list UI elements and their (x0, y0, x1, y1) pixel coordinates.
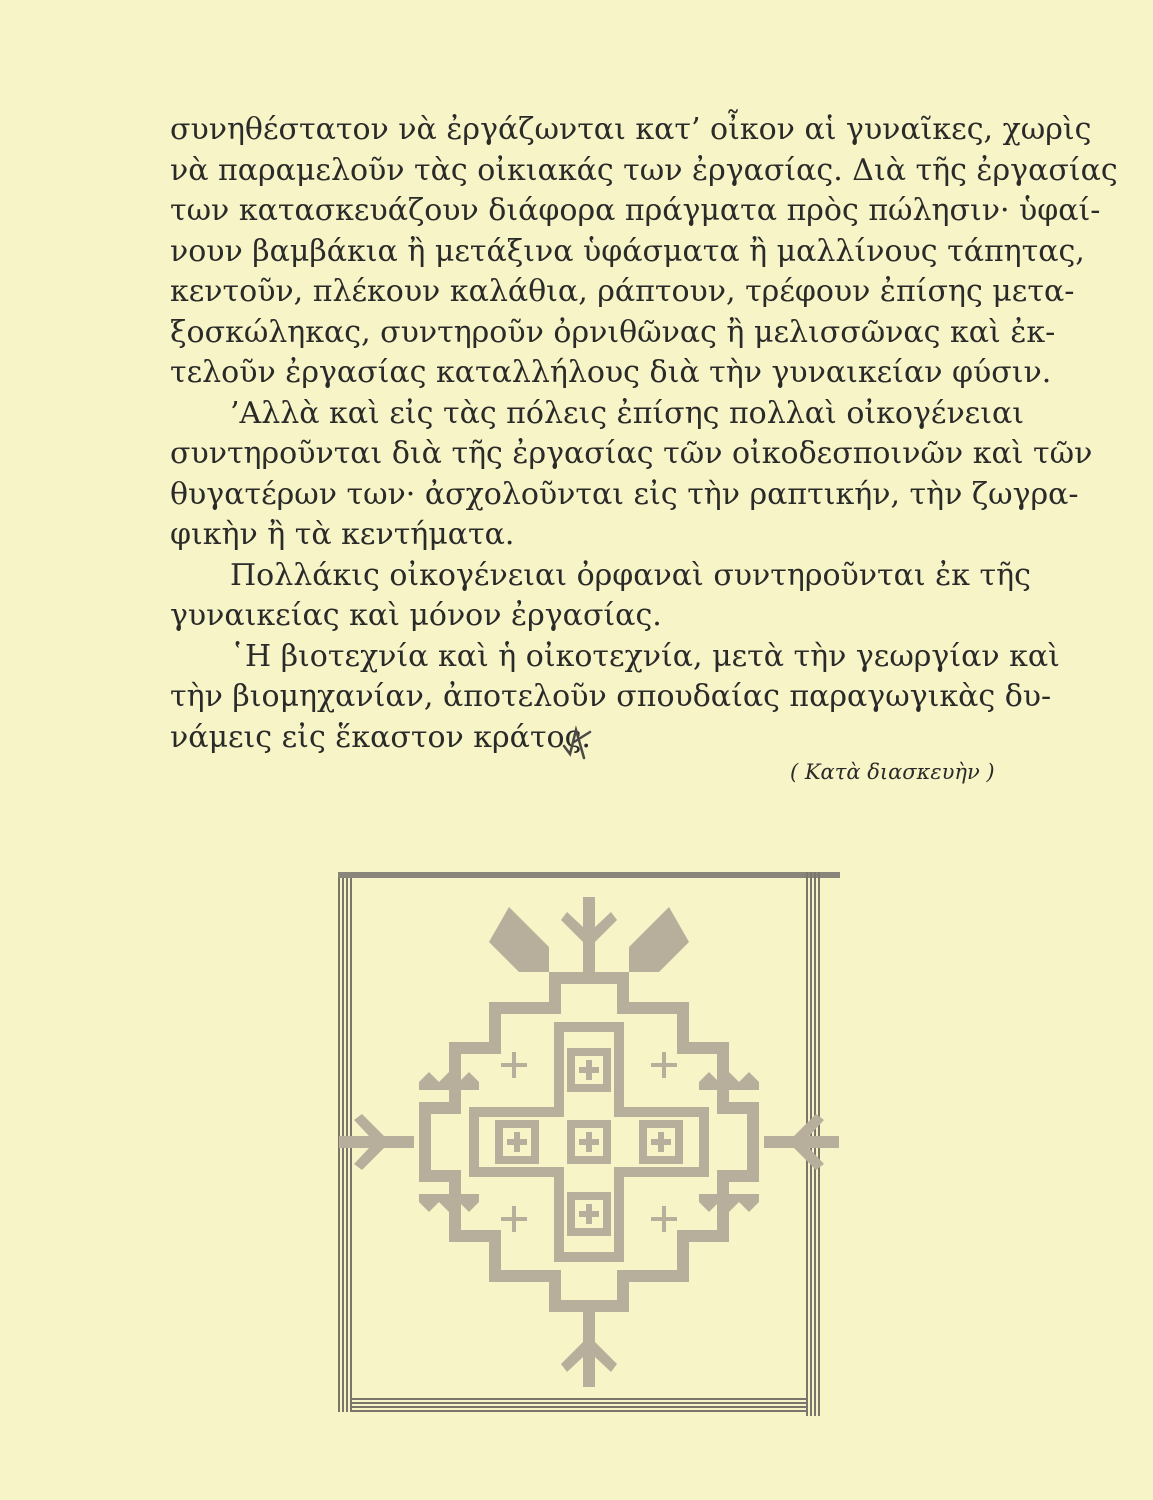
center-square (567, 1120, 611, 1164)
text-line: ῾Η βιοτεχνία καὶ ἡ οἰκοτεχνία, μετὰ τὴν γεωργίαν καὶ (230, 638, 1060, 674)
text-line: γυναικείας καὶ μόνον ἐργασίας. (170, 598, 662, 633)
text-line: των κατασκευάζουν διάφορα πράγματα πρὸς πώλησιν· ὑφαί- (170, 193, 1101, 228)
embroidery-ornament (338, 862, 840, 1416)
text-line: συνηθέστατον νὰ ἐργάζωνται κατ’ οἶκον αἱ γυναῖκες, χωρὶς (170, 112, 1092, 147)
paragraph-2 (170, 394, 1093, 556)
central-motif (339, 897, 839, 1387)
paragraph-1 (170, 110, 1118, 394)
text-line: νουν βαμβάκια ἢ μετάξινα ὑφάσματα ἢ μαλλίνους τάπητας, (170, 233, 1085, 269)
text-line: ’Αλλὰ καὶ εἰς τὰς πόλεις ἐπίσης πολλαὶ οἰκογένειαι (230, 395, 1025, 431)
text-line: φικὴν ἢ τὰ κεντήματα. (170, 517, 515, 552)
paragraph-3 (170, 556, 1031, 637)
text-line: θυγατέρων των· ἀσχολοῦνται εἰς τὴν ραπτικήν, τὴν ζωγρα- (170, 476, 1079, 512)
text-line: κεντοῦν, πλέκουν καλάθια, ράπτουν, τρέφουν ἐπίσης μετα- (170, 274, 1075, 309)
text-line: νάμεις εἰς ἕκαστον κράτος. (170, 719, 591, 755)
text-line: τελοῦν ἐργασίας καταλλήλους διὰ τὴν γυναικείαν φύσιν. (170, 355, 1052, 390)
attribution: ( Κατὰ διασκευὴν ) (790, 760, 995, 784)
text-line: συντηροῦνται διὰ τῆς ἐργασίας τῶν οἰκοδεσποινῶν καὶ τῶν (170, 436, 1093, 471)
text-line: τὴν βιομηχανίαν, ἀποτελοῦν σπουδαίας παραγωγικὰς δυ- (170, 679, 1052, 714)
handwritten-mark (560, 712, 602, 764)
text-line: ξοσκώληκας, συντηροῦν ὀρνιθῶνας ἢ μελισσῶνας καὶ ἐκ- (170, 314, 1056, 350)
text-line: νὰ παραμελοῦν τὰς οἰκιακάς των ἐργασίας. Διὰ τῆς ἐργασίας (170, 152, 1118, 188)
body-text (170, 110, 1118, 758)
text-line: Πολλάκις οἰκογένειαι ὀρφαναὶ συντηροῦνται ἐκ τῆς (230, 557, 1031, 593)
